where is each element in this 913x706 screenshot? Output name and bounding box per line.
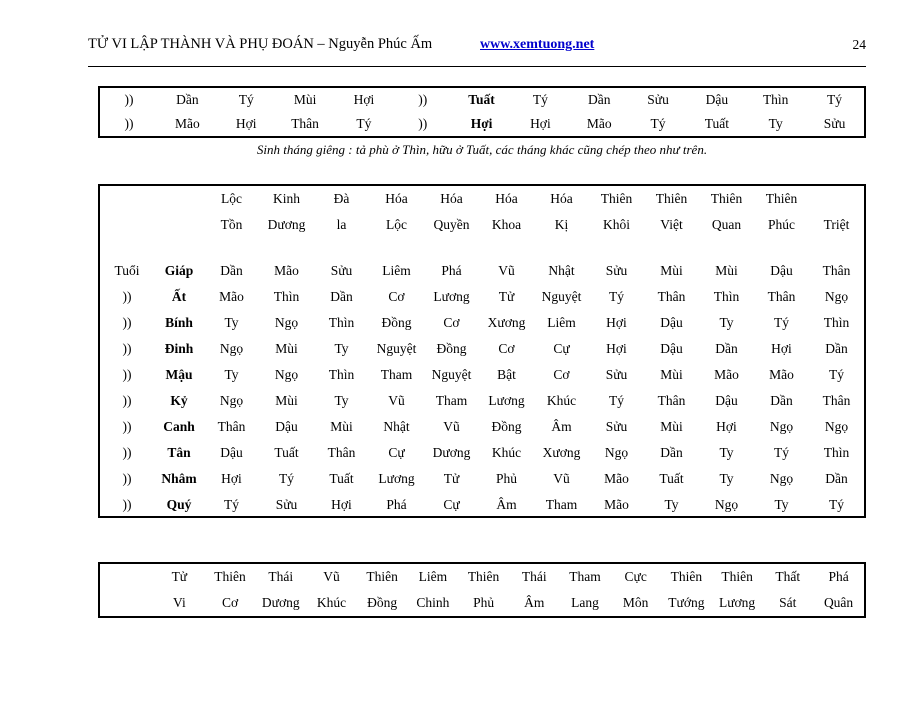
cell: Sửu [605,263,628,278]
table-row [100,336,864,362]
header-cell: Việt [660,217,683,232]
cell: Liêm [418,569,448,584]
cell: Đồng [381,315,412,330]
cell: Mão [714,367,739,382]
cell: Dậu [220,445,243,460]
cell: Thân [217,419,246,434]
cell: Cơ [221,595,239,610]
cell: Mão [175,116,200,131]
header-cell: Quyền [433,217,470,232]
header-cell: Đà [333,191,350,206]
cell: Nguyệt [376,341,417,356]
cell: Tử [171,569,188,584]
row-stem: Đinh [164,341,194,356]
row-marker: )) [122,419,132,434]
cell: Sửu [330,263,353,278]
cell: Thân [327,445,356,460]
table-row [100,310,864,336]
cell: Môn [622,595,649,610]
cell: Dậu [715,393,738,408]
cell: Mão [219,289,244,304]
cell: Liêm [547,315,576,330]
cell: Khúc [316,595,347,610]
row-marker: )) [122,341,132,356]
header-cell: Triệt [823,217,850,232]
cell: Thiên [721,569,753,584]
table-row [100,88,864,112]
cell: Vũ [498,263,515,278]
cell: Vi [173,595,186,610]
cell: Vũ [323,569,340,584]
cell: Ty [334,341,349,356]
header-cell: Khoa [491,217,522,232]
row-marker: Tuổi [114,263,140,278]
cell [154,212,204,238]
cell: Tham [435,393,468,408]
cell: Cự [553,341,570,356]
cell: Đồng [367,595,398,610]
row-marker: )) [122,497,132,512]
cell: Sửu [605,367,628,382]
row-stem: Bính [165,315,193,330]
cell: Tham [545,497,578,512]
header-cell: Lộc [386,217,407,232]
cell: Lương [433,289,470,304]
cell: Ty [768,116,783,131]
cell: Dương [432,445,471,460]
cell: Hợi [331,497,352,512]
cell: Âm [551,419,572,434]
cell: Cơ [443,315,460,330]
cell: Quân [823,595,854,610]
cell: Vũ [553,471,570,486]
row-marker: )) [122,289,132,304]
header-cell: Thiên [710,191,743,206]
table-row [100,590,864,616]
cell: Chinh [416,595,450,610]
cell: Thân [657,393,686,408]
cell: Mùi [660,263,683,278]
cell: Dần [770,393,793,408]
header-cell: Quan [711,217,742,232]
cell: Ngọ [274,367,299,382]
cell: Thìn [713,289,740,304]
row-marker: )) [122,393,132,408]
table-row [100,284,864,310]
cell: Cơ [498,341,515,356]
cell: Thìn [328,315,355,330]
cell: Mùi [715,263,738,278]
cell: Tý [829,497,844,512]
cell: Hợi [606,315,627,330]
cell: Tuất [274,445,299,460]
cell: Cực [624,569,647,584]
row-marker: )) [122,445,132,460]
cell: Thìn [823,445,850,460]
cell: Sát [779,595,797,610]
header-cell [809,186,864,212]
row-stem: Ất [171,289,187,304]
cell: Mão [274,263,299,278]
cell: Mùi [293,92,317,107]
cell: Ngọ [824,419,849,434]
cell: Dần [330,289,353,304]
cell: Dậu [660,341,683,356]
cell: Hợi [470,116,493,131]
cell: Thìn [273,289,300,304]
cell: Khúc [546,393,577,408]
cell: Ty [224,315,239,330]
spacer-row [100,238,864,258]
top-table-block [98,86,866,138]
row-marker: )) [124,116,134,131]
cell: Lang [571,595,599,610]
table-row [100,492,864,518]
cell: Mùi [275,341,298,356]
cell: Hợi [716,419,737,434]
header-cell: Thiên [655,191,688,206]
cell: Đồng [436,341,467,356]
cell: Dậu [660,315,683,330]
cell: Mùi [660,367,683,382]
table-row [100,564,864,590]
cell: Tý [279,471,294,486]
table-header-row-1 [100,186,864,212]
table-caption: Sinh tháng giêng : tả phù ở Thìn, hữu ở Tuất, các tháng khác cũng chép theo như trên. [256,142,708,157]
header-cell: Thiên [600,191,633,206]
cell: Ngọ [604,445,629,460]
cell: Tý [827,92,843,107]
cell: Sửu [275,497,298,512]
cell: Hợi [353,92,375,107]
cell: Dậu [275,419,298,434]
cell [100,238,864,258]
cell: Ty [719,471,734,486]
row-stem: Mậu [165,367,193,382]
cell: Lương [488,393,525,408]
cell: Ty [664,497,679,512]
table-row [100,258,864,284]
cell: Ngọ [219,393,244,408]
cell: Hợi [221,471,242,486]
cell: Sửu [823,116,846,131]
cell: Hợi [606,341,627,356]
cell: Thiên [366,569,398,584]
cell: Tý [774,315,789,330]
cell: Ngọ [714,497,739,512]
cell: Nhật [383,419,410,434]
cell: Tuất [659,471,684,486]
cell: Dần [825,341,848,356]
row-stem: Canh [163,419,195,434]
cell: Tử [498,289,515,304]
bottom-table [100,564,864,616]
cell: Ty [774,497,789,512]
cell: Thiên [467,569,500,584]
cell: Thân [822,263,851,278]
top-table [100,88,864,136]
cell: Thìn [823,315,850,330]
cell [100,212,154,238]
cell [100,186,154,212]
cell: Lương [378,471,415,486]
cell: )) [418,116,428,131]
cell: Thiên [670,569,703,584]
cell: Xương [487,315,526,330]
table-header-row-2 [100,212,864,238]
cell: Ngọ [274,315,299,330]
cell: Đồng [491,419,522,434]
header-cell: Phúc [768,217,795,232]
header-cell: Hóa [495,191,518,206]
cell: Tuất [468,92,495,107]
cell: Liêm [382,263,411,278]
cell [100,590,154,616]
header-cell: Tồn [220,217,243,232]
cell: Ty [224,367,239,382]
cell: Cự [388,445,405,460]
cell: Cơ [553,367,570,382]
cell: Thân [291,116,319,131]
main-table-block [98,184,866,518]
cell: Thái [268,569,294,584]
cell: Mùi [330,419,353,434]
cell: Hợi [235,116,257,131]
table-row [100,440,864,466]
table-row [100,466,864,492]
cell: Tý [774,445,789,460]
cell: Tuất [704,116,729,131]
cell: Thất [775,569,801,584]
cell: Phá [828,569,849,584]
cell: Nguyệt [431,367,472,382]
header-cell: Khôi [603,217,630,232]
cell: Tý [829,367,844,382]
cell: Âm [496,497,517,512]
cell: Thân [767,289,796,304]
cell: Vũ [443,419,460,434]
row-stem: Quý [166,497,192,512]
header-divider [88,66,866,67]
cell: Tý [238,92,254,107]
cell: Tham [380,367,413,382]
cell: Dương [261,595,300,610]
cell: Mão [586,116,612,131]
row-marker: )) [124,92,134,107]
cell: Ty [334,393,349,408]
cell: Phủ [495,471,517,486]
cell: Mùi [660,419,683,434]
cell: Ngọ [769,419,794,434]
cell: Mão [604,471,629,486]
row-marker: )) [122,315,132,330]
header-cell: Lộc [221,191,242,206]
cell: Phủ [473,595,495,610]
cell: Thìn [762,92,789,107]
cell: Khúc [491,445,522,460]
row-stem: Giáp [164,263,194,278]
cell: Mùi [275,393,298,408]
cell: Tý [609,393,624,408]
cell: Dậu [770,263,793,278]
cell: Lương [718,595,756,610]
header-title: TỬ VI LẬP THÀNH VÀ PHỤ ĐOÁN – Nguyễn Phúc Ấm [88,36,433,52]
cell: Phá [386,497,407,512]
cell: Tướng [668,595,705,610]
cell: Dần [176,92,199,107]
cell: Sửu [605,419,628,434]
table-row [100,414,864,440]
cell: Tý [224,497,239,512]
header-cell: Dương [267,217,306,232]
header-cell: Hóa [550,191,573,206]
cell: Dậu [705,92,729,107]
cell: Dần [825,471,848,486]
header-cell: Hóa [440,191,463,206]
cell: Ngọ [769,471,794,486]
cell: Thiên [214,569,246,584]
row-stem: Tân [167,445,191,460]
cell: Tý [532,92,548,107]
table-row [100,362,864,388]
cell: Tham [569,569,601,584]
cell: Ty [719,315,734,330]
cell: Xương [542,445,581,460]
header-cell: Thiên [765,191,798,206]
cell: Dần [660,445,683,460]
cell: Ngọ [824,289,849,304]
cell: Bật [497,367,516,382]
cell: )) [418,92,428,107]
page-header [88,36,866,64]
cell: Ty [719,445,734,460]
header-cell: Kinh [273,191,300,206]
cell: Âm [524,595,545,610]
cell: Vũ [388,393,405,408]
cell: Thìn [328,367,355,382]
header-cell: Hóa [385,191,408,206]
cell: Dần [715,341,738,356]
cell: Cơ [388,289,405,304]
cell: Sửu [647,92,669,107]
cell: Nguyệt [541,289,582,304]
header-cell: Kị [554,217,569,232]
cell: Dần [220,263,243,278]
cell: Tý [650,116,666,131]
cell: Tử [443,471,460,486]
table-row [100,112,864,136]
cell: Thái [521,569,547,584]
cell: Phá [441,263,462,278]
cell: Tý [609,289,624,304]
cell: Ngọ [219,341,244,356]
cell: Thân [657,289,686,304]
bottom-table-block [98,562,866,618]
cell: Hợi [530,116,551,131]
cell: Hợi [771,341,792,356]
cell: Mão [604,497,629,512]
page-number: 24 [852,37,866,52]
cell: Nhật [548,263,575,278]
cell [100,564,154,590]
cell: Cự [443,497,460,512]
header-website-link[interactable]: www.xemtuong.net [480,37,595,52]
row-marker: )) [122,471,132,486]
header-cell: la [336,217,347,232]
cell [154,186,204,212]
row-stem: Kỷ [170,393,188,408]
row-marker: )) [122,367,132,382]
cell: Tý [356,116,372,131]
cell: Dần [587,92,611,107]
main-table [100,186,864,518]
cell: Mão [769,367,794,382]
row-stem: Nhâm [161,471,197,486]
table-row [100,388,864,414]
cell: Thân [822,393,851,408]
cell: Tuất [329,471,354,486]
